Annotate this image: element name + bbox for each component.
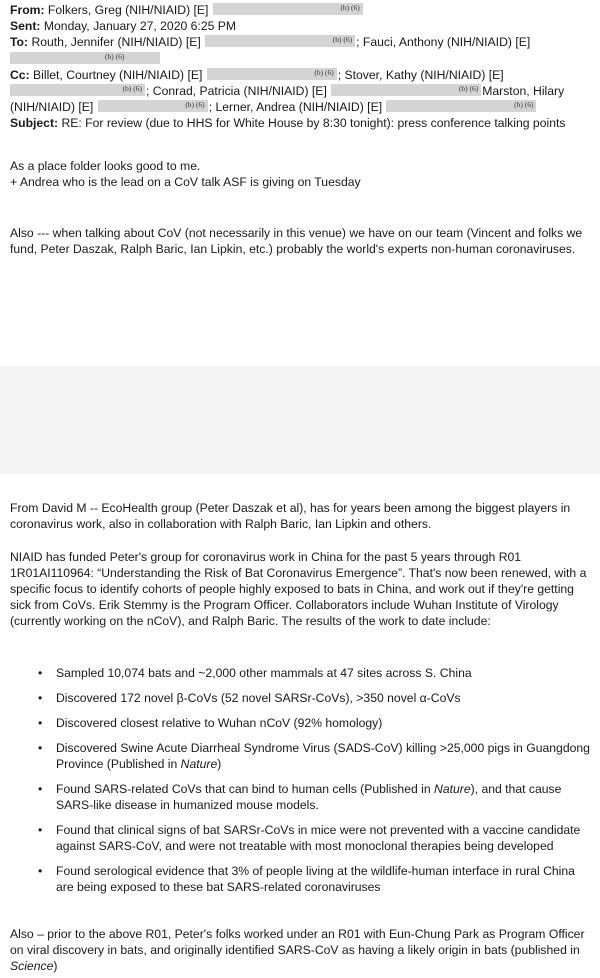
cc-value: ; Conrad, Patricia (NIH/NIAID) [E] [146, 83, 327, 98]
list-item: • Found serological evidence that 3% of people living at the wildlife-human interface in rural China are being exposed to these bat SARS-related coronaviruses [38, 864, 575, 894]
bullet-icon: • [38, 716, 43, 730]
subject-label: Subject: [10, 116, 59, 131]
cc-line [10, 67, 590, 83]
redaction-box: (b) (6) [205, 35, 355, 47]
body-paragraph: As a place folder looks good to me. + Andrea who is the lead on a CoV talk ASF is giving on Tuesday [10, 159, 361, 189]
cc-value: Billet, Courtney (NIH/NIAID) [E] [33, 67, 203, 82]
list-item: • Discovered closest relative to Wuhan nCoV (92% homology) [38, 716, 383, 730]
cc-label: Cc: [10, 67, 30, 82]
cc-value: ; Lerner, Andrea (NIH/NIAID) [E] [208, 100, 383, 115]
body-paragraph: From David M -- EcoHealth group (Peter Daszak et al), has for years been among the biggest players in coronavirus work, also in collaboration with Ralph Baric, Ian Lipkin and others. [10, 501, 571, 531]
page-break [0, 366, 600, 474]
cc-value: Marston, Hilary [482, 83, 565, 98]
cc-line-cont [10, 83, 590, 99]
from-line [10, 2, 590, 18]
redaction-box: (b) (6) [331, 84, 481, 96]
bullet-icon: • [38, 864, 43, 878]
bullet-icon: • [38, 741, 43, 755]
redaction-box: (b) (6) [98, 100, 208, 112]
bullet-icon: • [38, 782, 43, 796]
sent-label: Sent: [10, 19, 41, 34]
sent-line [10, 18, 590, 34]
to-value: ; Fauci, Anthony (NIH/NIAID) [E] [356, 35, 531, 50]
list-item: • Discovered 172 novel β-CoVs (52 novel SARSr-CoVs), >350 novel α-CoVs [38, 691, 461, 705]
cc-value: ; Stover, Kathy (NIH/NIAID) [E] [337, 67, 504, 82]
bullet-icon: • [38, 823, 43, 837]
subject-value: RE: For review (due to HHS for White House by 8:30 tonight): press conference talking points [61, 116, 566, 131]
from-value: Folkers, Greg (NIH/NIAID) [E] [47, 3, 209, 17]
to-line [10, 34, 590, 50]
email-header [10, 2, 590, 132]
body-paragraph: Also --- when talking about CoV (not necessarily in this venue) we have on our team (Vincent and folks we fund, Peter Daszak, Ralph Baric, Ian Lipkin, etc.) probably the world's experts non-human coronaviruses. [10, 226, 583, 256]
redaction-box: (b) (6) [386, 100, 536, 112]
redaction-box: (b) (6) [213, 3, 363, 15]
subject-line [10, 115, 590, 131]
redaction-box: (b) (6) [10, 52, 160, 64]
list-item: • Sampled 10,074 bats and ~2,000 other mammals at 47 sites across S. China [38, 666, 472, 680]
list-item: • Discovered Swine Acute Diarrheal Syndrome Virus (SADS-CoV) killing >25,000 pigs in Guangdong Province (Published in Nature) [38, 741, 590, 771]
cc-line-cont [10, 99, 590, 115]
results-list [10, 665, 592, 904]
to-value: Routh, Jennifer (NIH/NIAID) [E] [31, 35, 201, 50]
sent-value: Monday, January 27, 2020 6:25 PM [43, 19, 237, 34]
bullet-icon: • [38, 666, 43, 680]
bullet-icon: • [38, 691, 43, 705]
list-item: • Found that clinical signs of bat SARSr-CoVs in mice were not prevented with a vaccine candidate against SARS-CoV, and were not treatable with most monoclonal therapies being developed [38, 823, 581, 853]
body-paragraph: Also – prior to the above R01, Peter's folks worked under an R01 with Eun-Chung Park as Program Officer on viral discovery in bats, and originally identified SARS-CoV as having a likely origin in bats (published in Science) [10, 927, 585, 973]
body-paragraph: NIAID has funded Peter's group for coronavirus work in China for the past 5 years through R01 1R01AI110964: “Understanding the Risk of Bat Coronavirus Emergence”. That's now been renewed, with a specific focus to identify cohorts of people highly exposed to bats in China, and work out if they're getting sick from CoVs. Erik Stemmy is the Program Officer. Collaborators include Wuhan Institute of Virology (currently working on the nCoV), and Ralph Baric. The results of the work to date include: [10, 550, 587, 628]
cc-value: (NIH/NIAID) [E] [10, 100, 94, 115]
list-item: • Found SARS-related CoVs that can bind to human cells (Published in Nature), and that cause SARS-like disease in humanized mouse models. [38, 782, 562, 812]
redaction-box: (b) (6) [10, 84, 145, 96]
to-line-cont [10, 51, 590, 67]
redaction-box: (b) (6) [207, 68, 337, 80]
from-label: From: [10, 3, 45, 17]
to-label: To: [10, 35, 29, 50]
